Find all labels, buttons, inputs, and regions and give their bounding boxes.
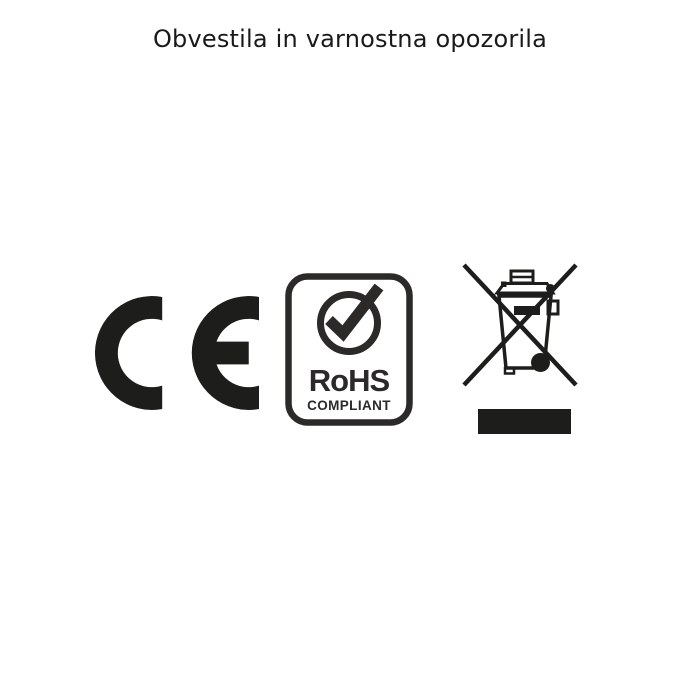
weee-crossed-out-wheelie-bin-icon — [460, 262, 580, 437]
bin-side-tab — [548, 301, 558, 314]
ce-mark-icon — [95, 296, 259, 410]
weee-solid-bar — [478, 409, 571, 434]
ce-letter-e — [192, 296, 259, 410]
bin-lid-left-knob — [501, 282, 507, 288]
rohs-compliant-label: COMPLIANT — [307, 398, 391, 413]
page-title: Obvestila in varnostna opozorila — [152, 25, 548, 53]
rohs-compliant-badge — [285, 273, 413, 426]
ce-letter-c — [95, 296, 162, 410]
bin-foot — [505, 368, 514, 374]
rohs-label: RoHS — [308, 363, 390, 398]
